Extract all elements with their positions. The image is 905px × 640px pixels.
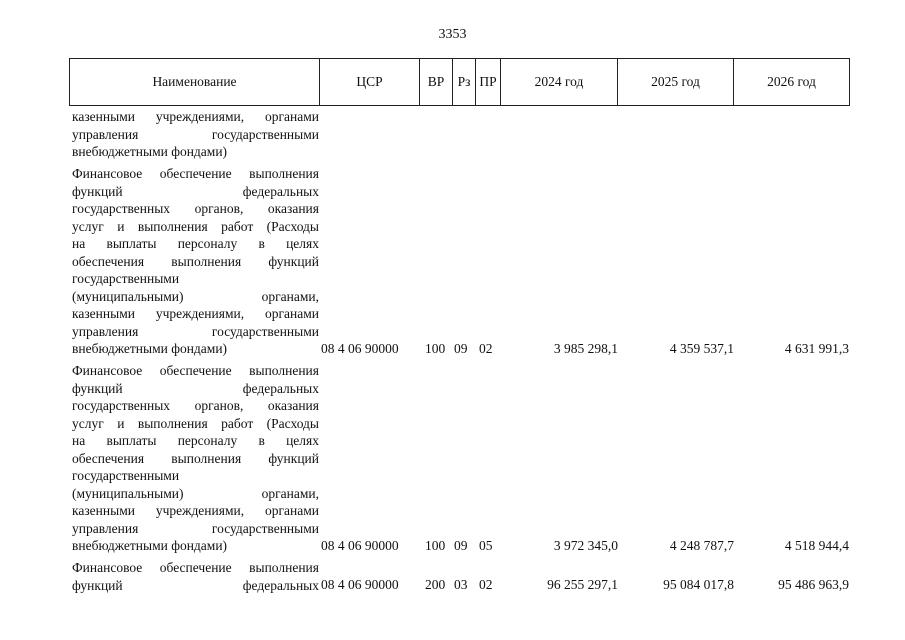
header-pr: ПР — [476, 59, 501, 105]
cell-2024: 3 985 298,1 — [553, 341, 618, 356]
cell-pr: 02 — [479, 577, 493, 592]
header-2026: 2026 год — [767, 74, 816, 89]
header-csr: ЦСР — [320, 59, 420, 105]
cell-2026: 4 631 991,3 — [784, 341, 849, 356]
description-line: управления государственными — [72, 323, 319, 339]
description-line: Финансовое обеспечение выполнения — [72, 363, 319, 378]
cell-2025: 4 248 787,7 — [669, 538, 734, 553]
cell-rz: 09 — [454, 341, 468, 356]
description-line: Финансовое обеспечение выполнения — [72, 166, 319, 181]
table-row-description — [72, 362, 319, 555]
description-line: услуг и выполнения работ (Расходы — [72, 218, 319, 234]
description-line: обеспечения выполнения функций — [72, 253, 319, 269]
cell-csr: 08 4 06 90000 — [321, 341, 399, 356]
description-line: Финансовое обеспечение выполнения — [72, 560, 319, 575]
description-line: государственными — [72, 271, 180, 286]
description-line: обеспечения выполнения функций — [72, 450, 319, 466]
table-header — [69, 58, 850, 106]
description-line: внебюджетными фондами) — [72, 341, 228, 356]
description-line: казенными учреждениями, органами — [72, 306, 319, 321]
header-2024: 2024 год — [501, 59, 618, 105]
description-line: (муниципальными) органами, — [72, 485, 319, 501]
cell-2024: 3 972 345,0 — [553, 538, 618, 553]
header-vr: ВР — [420, 59, 453, 105]
cell-csr: 08 4 06 90000 — [321, 538, 399, 553]
cell-2026: 4 518 944,4 — [784, 538, 849, 553]
header-rz: Рз — [453, 59, 476, 105]
description-line: управления государственными — [72, 126, 319, 142]
cell-vr: 100 — [425, 341, 446, 356]
description-line: на выплаты персоналу в целях — [72, 433, 319, 448]
table-row-description — [72, 165, 319, 358]
description-line: услуг и выполнения работ (Расходы — [72, 415, 319, 431]
description-line: государственных органов, оказания — [72, 398, 319, 413]
cell-rz: 09 — [454, 538, 468, 553]
description-line: (муниципальными) органами, — [72, 288, 319, 304]
page-number: 3353 — [438, 27, 467, 42]
cell-2024: 96 255 297,1 — [547, 577, 618, 592]
header-2025: 2025 год — [618, 59, 734, 105]
cell-2025: 4 359 537,1 — [669, 341, 734, 356]
cell-vr: 200 — [425, 577, 446, 592]
description-line: функций федеральных — [72, 577, 319, 593]
description-line: внебюджетными фондами) — [72, 144, 228, 159]
cell-pr: 05 — [479, 538, 493, 553]
description-line: функций федеральных — [72, 380, 319, 396]
table-row-description — [72, 108, 319, 161]
description-line: государственных органов, оказания — [72, 201, 319, 216]
description-line: казенными учреждениями, органами — [72, 109, 319, 124]
description-line: функций федеральных — [72, 183, 319, 199]
cell-vr: 100 — [425, 538, 446, 553]
table-row-description — [72, 559, 319, 594]
cell-rz: 03 — [454, 577, 468, 592]
header-name: Наименование — [70, 59, 320, 105]
cell-2025: 95 084 017,8 — [663, 577, 734, 592]
description-line: внебюджетными фондами) — [72, 538, 228, 553]
description-line: казенными учреждениями, органами — [72, 503, 319, 518]
description-line: на выплаты персоналу в целях — [72, 236, 319, 251]
description-line: управления государственными — [72, 520, 319, 536]
cell-2026: 95 486 963,9 — [778, 577, 849, 592]
cell-csr: 08 4 06 90000 — [321, 577, 399, 592]
cell-pr: 02 — [479, 341, 493, 356]
description-line: государственными — [72, 468, 180, 483]
